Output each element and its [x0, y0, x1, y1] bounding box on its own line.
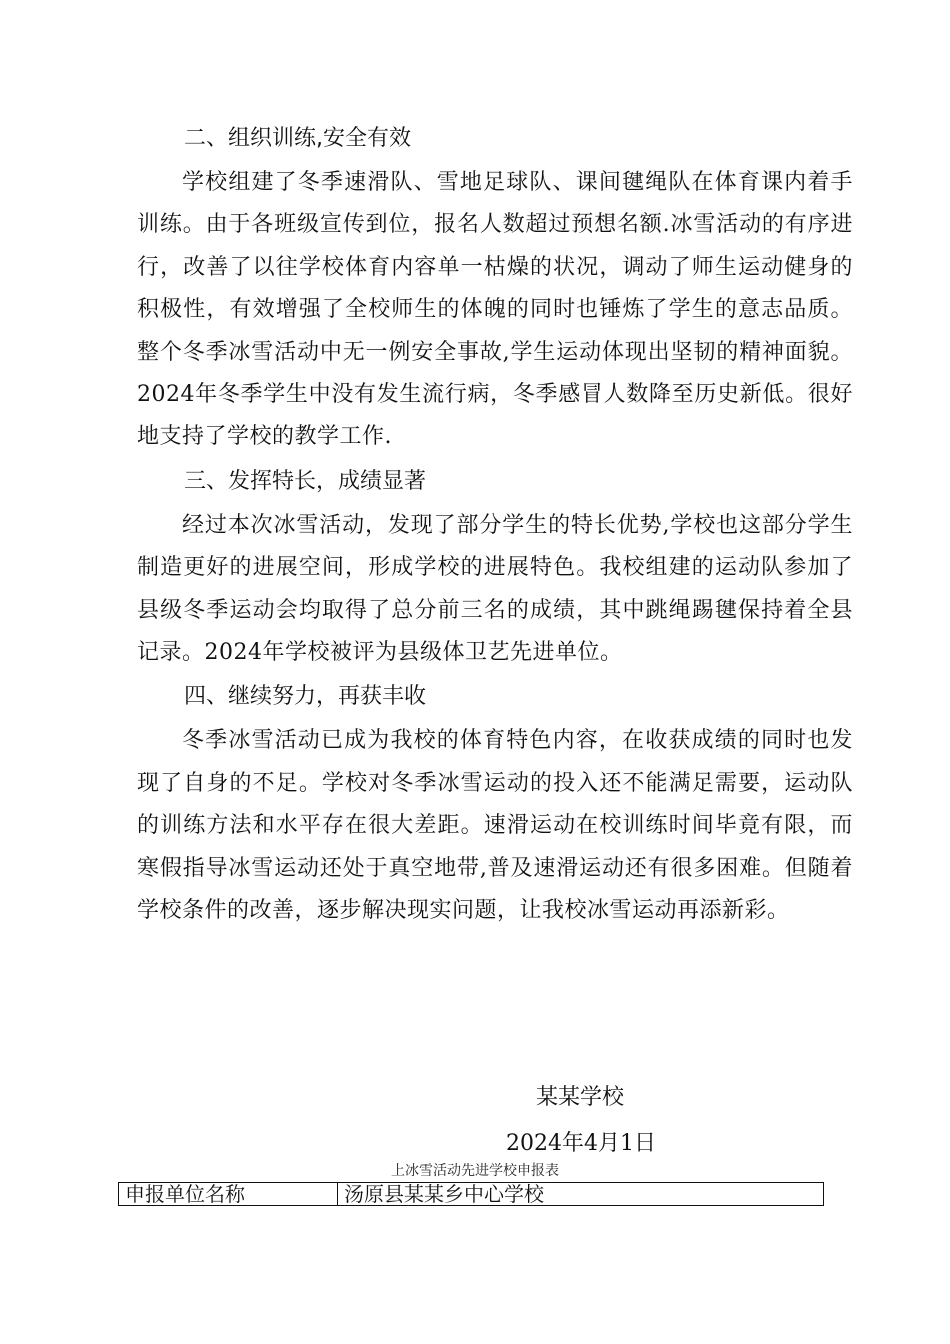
- signature-school-name: 某某学校: [536, 1085, 625, 1110]
- section-heading-continue: 四、继续努力，再获丰收: [184, 684, 427, 710]
- section-paragraph-continue: 冬季冰雪活动已成为我校的体育特色内容，在收获成绩的同时也发现了自身的不足。学校对冬季冰雪运动的投入还不能满足需要，运动队的训练方法和水平存在很大差距。速滑运动在校训练时间毕竟有限，而寒假指导冰雪运动还处于真空地带,普及速滑运动还有很多困难。但随着学校条件的改善，逐步解决现实问题，让我校冰雪运动再添新彩。: [137, 728, 853, 924]
- table-label-cell: 申报单位名称: [119, 1183, 338, 1206]
- section-paragraph-training: 学校组建了冬季速滑队、雪地足球队、课间毽绳队在体育课内着手训练。由于各班级宣传到位，报名人数超过预想名额.冰雪活动的有序进行，改善了以往学校体育内容单一枯燥的状况，调动了师生运动健身的积极性，有效增强了全校师生的体魄的同时也锤炼了学生的意志品质。整个冬季冰雪活动中无一例安全事故,学生运动体现出坚韧的精神面貌。2024年冬季学生中没有发生流行病，冬季感冒人数降至历史新低。很好地支持了学校的教学工作.: [137, 170, 853, 450]
- document-body: [137, 118, 853, 935]
- table-caption: 上冰雪活动先进学校申报表: [391, 1163, 559, 1179]
- section-heading-training: 二、组织训练,安全有效: [184, 126, 411, 151]
- application-table: [118, 1182, 824, 1206]
- table-row: [119, 1183, 824, 1206]
- section-heading-achievements: 三、发挥特长，成绩显著: [184, 468, 427, 494]
- signature-date: 2024年4月1日: [506, 1131, 656, 1156]
- section-paragraph-achievements: 经过本次冰雪活动，发现了部分学生的特长优势,学校也这部分学生制造更好的进展空间，形成学校的进展特色。我校组建的运动队参加了县级冬季运动会均取得了总分前三名的成绩，其中跳绳踢毽保持着全县记录。2024年学校被评为县级体卫艺先进单位。: [137, 512, 853, 666]
- table-value-cell: 汤原县某某乡中心学校: [338, 1183, 824, 1206]
